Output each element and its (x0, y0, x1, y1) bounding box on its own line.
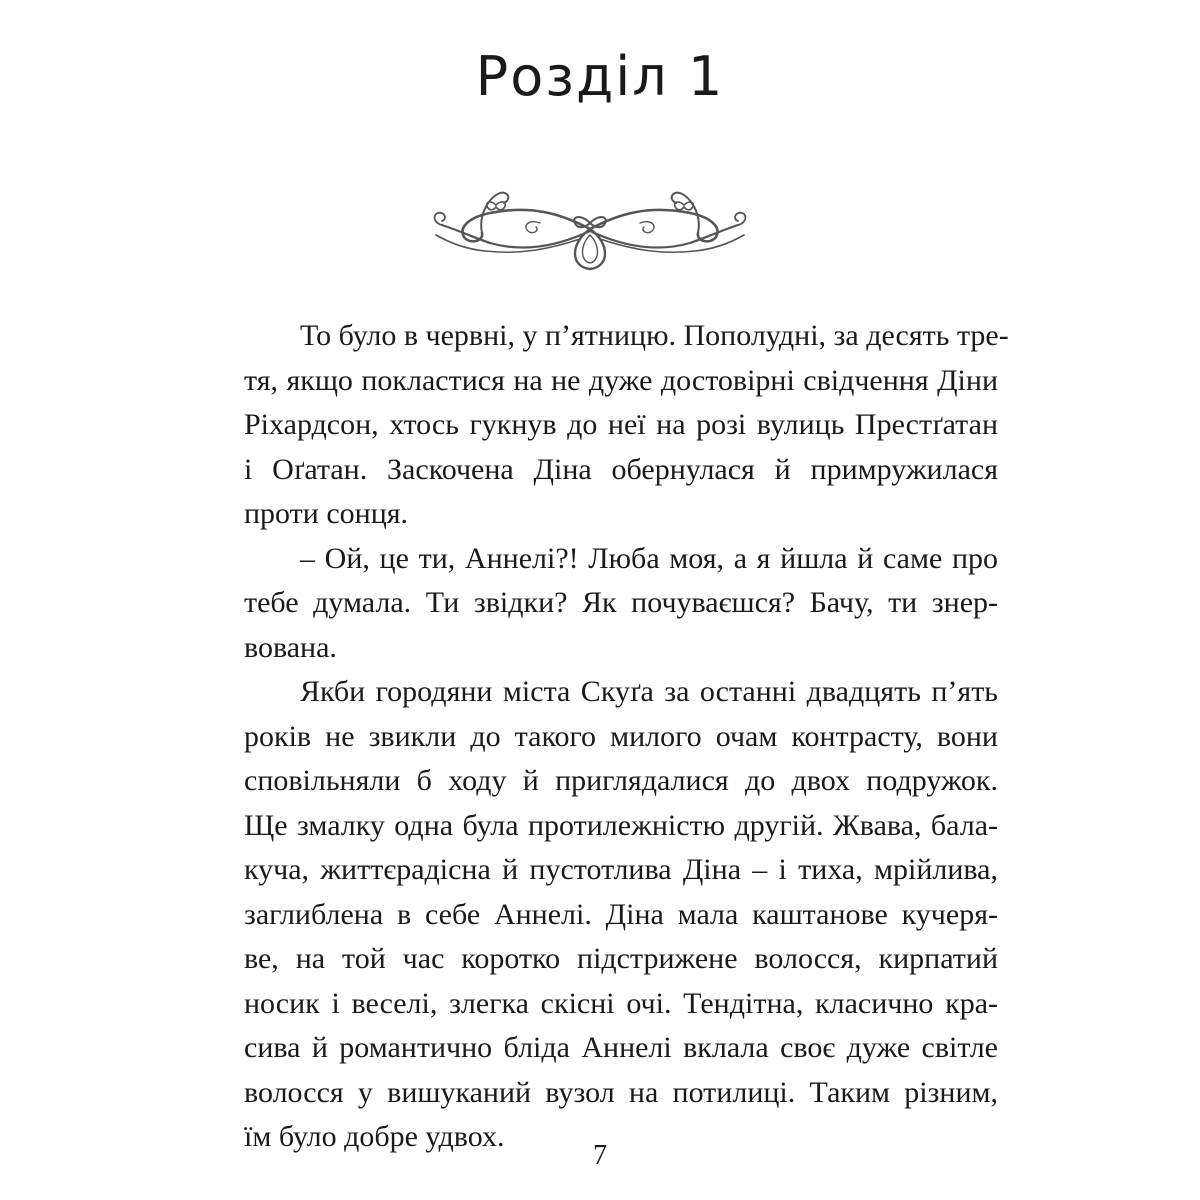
text-line: років не звикли до такого милого очам контрасту, вони (244, 719, 998, 753)
text-line: сива й романтично бліда Аннелі вклала своє дуже світле (244, 1031, 998, 1064)
chapter-title: Розділ 1 (475, 45, 725, 108)
text-line: Ще змалку одна була протилежністю другій. Жвава, бала- (244, 808, 998, 842)
page-number: 7 (593, 1140, 607, 1171)
text-line: куча, життєрадісна й пустотлива Діна – і тиха, мрійлива, (244, 853, 998, 886)
text-line: – Ой, це ти, Аннелі?! Люба моя, а я йшла й саме про (300, 541, 998, 575)
text-line: Ріхардсон, хтось гукнув до неї на розі вулиць Престґатан (244, 408, 998, 441)
paragraph-2 (188, 537, 998, 671)
text-line: ве, на той час коротко підстрижене волосся, кирпатий (244, 942, 998, 975)
text-line: сповільняли б ходу й приглядалися до двох подружок. (244, 764, 998, 797)
text-line: їм було добре удвох. (244, 1120, 505, 1153)
flourish-divider-icon (430, 183, 750, 275)
paragraph-1 (188, 314, 1009, 537)
text-line: проти сонця. (244, 497, 409, 530)
text-line: носик і веселі, злегка скісні очі. Тендітна, класично кра- (244, 986, 998, 1020)
text-line: і Оґатан. Заскочена Діна обернулася й примружилася (244, 452, 998, 486)
chapter-body (188, 314, 1009, 1160)
text-line: волосся у вишуканий вузол на потилиці. Таким різним, (244, 1075, 998, 1109)
text-line: вована. (244, 630, 337, 664)
text-line: тебе думала. Ти звідки? Як почуваєшся? Бачу, ти знер- (244, 586, 998, 619)
paragraph-3 (188, 670, 998, 1160)
text-line: То було в червні, у п’ятницю. Пополудні, за десять тре- (300, 319, 1009, 352)
text-line: заглиблена в себе Аннелі. Діна мала каштанове кучеря- (244, 897, 998, 931)
text-line: тя, якщо покластися на не дуже достовірні свідчення Діни (244, 363, 998, 397)
text-line: Якби городяни міста Скуґа за останні двадцять п’ять (300, 675, 998, 708)
